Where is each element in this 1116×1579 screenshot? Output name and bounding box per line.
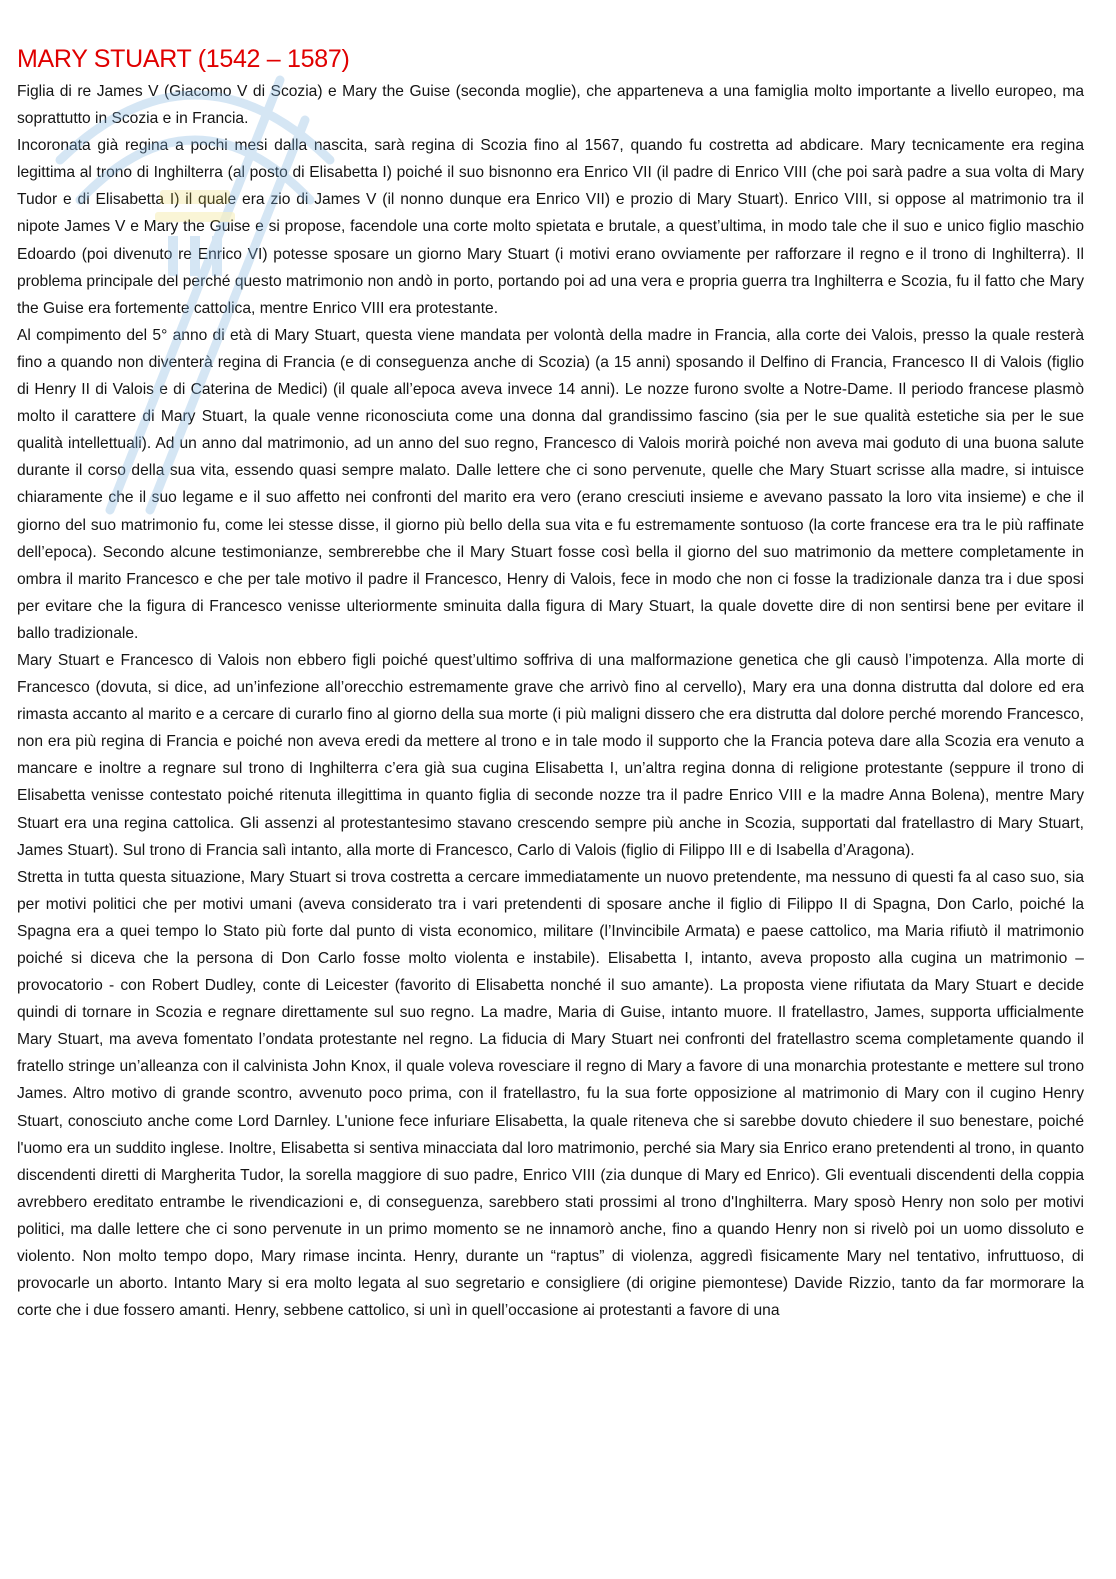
paragraph: Figlia di re James V (Giacomo V di Scozia) e Mary the Guise (seconda moglie), che apparteneva a una famiglia molto importante a livello europeo, ma soprattutto in Scozia e in Francia.	[17, 83, 1084, 128]
paragraph: Stretta in tutta questa situazione, Mary Stuart si trova costretta a cercare immediatamente un nuovo pretendente, ma nessuno di questi fa al caso suo, sia per motivi politici che per motivi umani (aveva considerato tra i vari pretendenti di sposare anche il figlio di Filippo II di Spagna, Don Carlo, poiché la Spagna era a quei tempo lo Stato più forte dal punto di vista economico, militare (l’Invincibile Armata) e paese cattolico, ma Maria rifiutò il matrimonio poiché si diceva che la persona di Don Carlo fosse molto violenta e instabile). Elisabetta I, intanto, aveva proposto alla cugina un matrimonio – provocatorio - con Robert Dudley, conte di Leicester (favorito di Elisabetta nonché il suo amante). La proposta viene rifiutata da Mary Stuart e decide quindi di tornare in Scozia e regnare direttamente sul suo regno. La madre, Maria di Guise, intanto muore. Il fratellastro, James, supporta ufficialmente Mary Stuart, ma aveva fomentato l’ondata protestante nel regno. La fiducia di Mary Stuart nei confronti del fratellastro scema completamente quando il fratello stringe un’alleanza con il calvinista John Knox, il quale voleva rovesciare il regno di Mary a favore di una monarchia protestante e mettere sul trono James. Altro motivo di grande scontro, avvenuto poco prima, con il fratellastro, fu la sua forte opposizione al matrimonio di Mary con il cugino Henry Stuart, conosciuto anche come Lord Darnley. L'unione fece infuriare Elisabetta, la quale riteneva che si sarebbe dovuto chiedere il suo benestare, poiché l'uomo era un suddito inglese. Inoltre, Elisabetta si sentiva minacciata dal loro matrimonio, perché sia Mary sia Enrico erano pretendenti al trono, in quanto discendenti diretti di Margherita Tudor, la sorella maggiore di suo padre, Enrico VIII (zia dunque di Mary ed Enrico). Gli eventuali discendenti della coppia avrebbero ereditato entrambe le rivendicazioni e, di conseguenza, sarebbero stati prossimi al trono d'Inghilterra. Mary sposò Henry non solo per motivi politici, ma dalle lettere che ci sono pervenute in un primo momento se ne innamorò anche, fino a quando Henry non si rivelò poi un uomo dissoluto e violento. Non molto tempo dopo, Mary rimase incinta. Henry, durante un “raptus” di violenza, aggredì fisicamente Mary nel tentativo, infruttuoso, di provocarle un aborto. Intanto Mary si era molto legata al suo segretario e consigliere (di origine piemontese) Davide Rizzio, tanto da far mormorare la corte che i due fossero amanti. Henry, sebbene cattolico, si unì in quell’occasione ai protestanti a favore di una	[17, 868, 1084, 1320]
paragraph: Mary Stuart e Francesco di Valois non ebbero figli poiché quest’ultimo soffriva di una malformazione genetica che gli causò l’impotenza. Alla morte di Francesco (dovuta, si dice, ad un’infezione all’orecchio estremamente grave che arrivò fino al cervello), Mary era una donna distrutta dal dolore ed era rimasta accanto al marito e a cercare di curarlo fino al giorno della sua morte (i più maligni dissero che era distrutta dal dolore perché morendo Francesco, non era più regina di Francia e poiché non aveva eredi da mettere al trono e in tale modo il supporto che la Francia poteva dare alla Scozia era venuto a mancare e inoltre a regnare sul trono di Inghilterra c’era già sua cugina Elisabetta I, un’altra regina donna di religione protestante (seppure il trono di Elisabetta venisse contestato poiché ritenuta illegittima in quanto figlia di seconde nozze tra il padre Enrico VIII e la madre Anna Bolena), mentre Mary Stuart era una regina cattolica. Gli assenzi al protestantesimo stavano crescendo sempre più anche in Scozia, supportati dal fratellastro di Mary Stuart, James Stuart). Sul trono di Francia salì intanto, alla morte di Francesco, Carlo di Valois (figlio di Filippo III e di Isabella d’Aragona).	[17, 651, 1084, 859]
paragraph: Al compimento del 5° anno di età di Mary Stuart, questa viene mandata per volontà della madre in Francia, alla corte dei Valois, presso la quale resterà fino a quando non diventerà regina di Francia (e di conseguenza anche di Scozia) (a 15 anni) sposando il Delfino di Francia, Francesco II di Valois (figlio di Henry II di Valois e di Caterina de Medici) (il quale all’epoca aveva invece 14 anni). Le nozze furono svolte a Notre-Dame. Il periodo francese plasmò molto il carattere di Mary Stuart, la quale venne riconosciuta come una donna dal grandissimo fascino (sia per le sue qualità estetiche sia per le sue qualità intellettuali). Ad un anno dal matrimonio, ad un anno del suo regno, Francesco di Valois morirà poiché non aveva mai goduto di una buona salute durante il corso della sua vita, essendo quasi sempre malato. Dalle lettere che ci sono pervenute, quelle che Mary Stuart scrisse alla madre, si intuisce chiaramente che il suo legame e il suo affetto nei confronti del marito era vero (erano cresciuti insieme e avevano passato la loro vita insieme) e che il giorno del suo matrimonio fu, come lei stesse disse, il giorno più bello della sua vita e fu estremamente sontuoso (la corte francese era tra le più raffinate dell’epoca). Secondo alcune testimonianze, sembrerebbe che il Mary Stuart fosse così bella il giorno del suo matrimonio da mettere completamente in ombra il marito Francesco e che per tale motivo il padre il Francesco, Henry di Valois, fece in modo che non ci fosse la tradizionale danza tra i due sposi per evitare che la figura di Francesco venisse ulteriormente sminuita dalla figura di Mary Stuart, la quale dovette dire di non sentirsi bene per evitare il ballo tradizionale.	[17, 326, 1084, 642]
document-title: MARY STUART (1542 – 1587)	[17, 45, 350, 73]
paragraph: Incoronata già regina a pochi mesi dalla nascita, sarà regina di Scozia fino al 1567, quando fu costretta ad abdicare. Mary tecnicamente era regina legittima al trono di Inghilterra (al posto di Elisabetta I) poiché il suo bisnonno era Enrico VII (il padre di Enrico VIII (che poi sarà padre a sua volta di Mary Tudor e di Elisabetta I) il quale era zio di James V (il nonno dunque era Enrico VII) e prozio di Mary Stuart). Enrico VIII, si oppose al matrimonio tra il nipote James V e Mary the Guise e si propose, facendole una corte molto spietata e brutale, a quest’ultima, in modo tale che il suo e unico figlio maschio Edoardo (poi divenuto re Enrico VI) potesse sposare un giorno Mary Stuart (i motivi erano ovviamente per rafforzare il regno e il trono di Inghilterra). Il problema principale del perché questo matrimonio non andò in porto, portando poi ad una vera e propria guerra tra Inghilterra e Scozia, fu il fatto che Mary the Guise era fortemente cattolica, mentre Enrico VIII era protestante.	[17, 137, 1084, 317]
